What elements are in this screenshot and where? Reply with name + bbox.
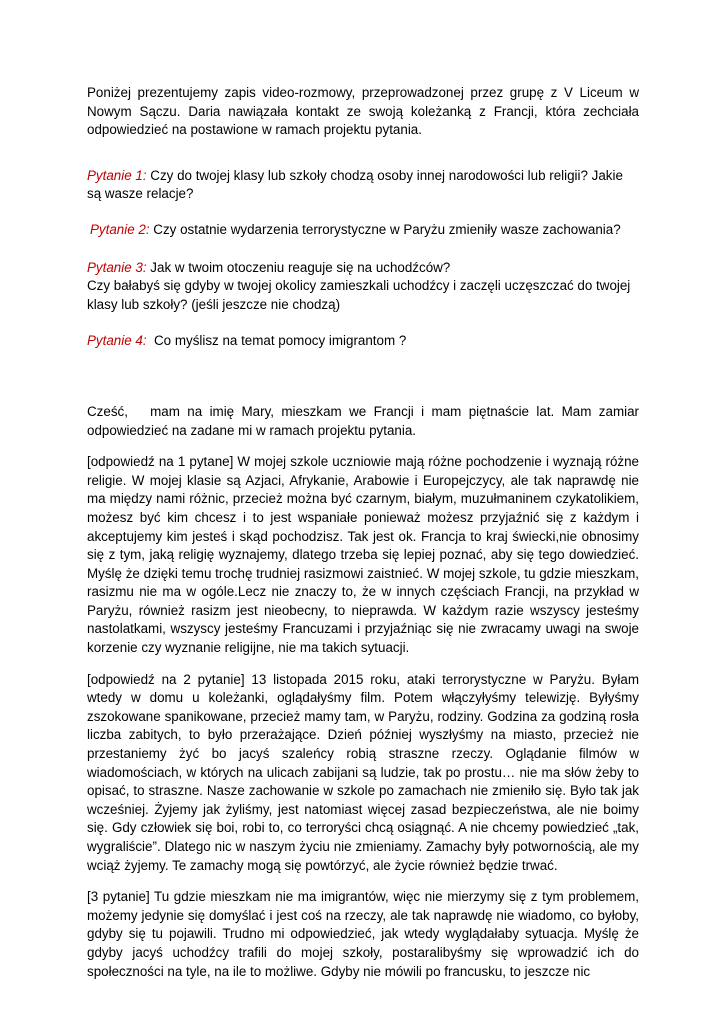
- question-text: Czy do twojej klasy lub szkoły chodzą osoby innej narodowości lub religii? Jakie są wasze relacje?: [87, 167, 623, 202]
- question-text: Jak w twoim otoczeniu reaguje się na uchodźców?: [150, 259, 451, 275]
- question-label: Pytanie 3:: [87, 259, 147, 275]
- question-text: Co myślisz na temat pomocy imigrantom ?: [154, 333, 407, 349]
- question-4: [87, 332, 639, 351]
- question-text-continued: Czy bałabyś się gdyby w twojej okolicy zamieszkali uchodźcy i zaczęli uczęszczać do twojej klasy lub szkoły? (jeśli jeszcze nie chodzą): [87, 278, 631, 312]
- greeting-paragraph: Cześć, mam na imię Mary, mieszkam we Francji i mam piętnaście lat. Mam zamiar odpowiedzieć na zadane mi w ramach projektu pytania.: [87, 403, 643, 438]
- question-label: Pytanie 2:: [90, 221, 150, 237]
- questions-list: [87, 167, 639, 351]
- question-3: [87, 259, 639, 315]
- question-2: [87, 221, 639, 240]
- question-label: Pytanie 4:: [87, 333, 147, 349]
- answer-3: [3 pytanie] Tu gdzie mieszkam nie ma imigrantów, więc nie mierzymy się z tym problemem, możemy jedynie się domyślać i jest coś na rzeczy, ale tak naprawdę nie wiadomo, co byłoby, gdyby się tu pojawili. Trudno mi odpowiedzieć, jak wtedy wyglądałaby sytuacja. Myślę że gdyby jacyś uchodźcy trafili do mojej szkoły, postaralibyśmy się wprowadzić ich do społeczności na tyle, na ile to możliwe. Gdyby nie mówili po francusku, to jeszcze nic: [87, 889, 639, 979]
- question-text: Czy ostatnie wydarzenia terrorystyczne w Paryżu zmieniły wasze zachowania?: [153, 221, 621, 237]
- intro-paragraph: Poniżej prezentujemy zapis video-rozmowy, przeprowadzonej przez grupę z V Liceum w Nowym Sączu. Daria nawiązała kontakt ze swoją koleżanką z Francji, która zechciała odpowiedzieć na postawione w ramach projektu pytania.: [87, 85, 639, 138]
- answers-section: [87, 453, 639, 981]
- question-1: [87, 167, 639, 204]
- answer-2: [odpowiedź na 2 pytanie] 13 listopada 2015 roku, ataki terrorystyczne w Paryżu. Byłam wtedy w domu u koleżanki, oglądałyśmy film. Potem włączyłyśmy telewizję. Byłyśmy zszokowane spanikowane, przecież mamy tam, w Paryżu, rodziny. Godzina za godziną rosła liczba zabitych, to było przerażające. Dzień później wyszłyśmy na miasto, przecież nie przestaniemy żyć bo jacyś szaleńcy robią straszne rzeczy. Oglądanie filmów w wiadomościach, w których na ulicach zabijani są ludzie, tak po prostu… nie ma słów żeby to opisać, to straszne. Nasze zachowanie w szkole po zamachach nie zmieniło się. Było tak jak wcześniej. Żyjemy jak żyliśmy, jest natomiast więcej zasad bezpieczeństwa, ale nie boimy się. Gdy człowiek się boi, robi to, co terroryści chcą osiągnąć. A nie chcemy powiedzieć „tak, wygraliście”. Dlatego nic w naszym życiu nie zmieniamy. Zamachy były potwornością, ale my wciąż żyjemy. Te zamachy mogą się powtórzyć, ale życie również będzie trwać.: [87, 671, 639, 873]
- document-page: [87, 84, 643, 981]
- answer-1: [odpowiedź na 1 pytane] W mojej szkole uczniowie mają różne pochodzenie i wyznają różne religie. W mojej klasie są Azjaci, Afrykanie, Arabowie i Europejczycy, ale tak naprawdę nie ma między nami różnic, przecież można być czarnym, białym, muzułmaninem czykatolikiem, możesz być kim chcesz i to jest wspaniałe ponieważ możesz przyjaźnić się z każdym i akceptujemy kim jesteś i skąd pochodzisz. Tak jest ok. Francja to kraj świecki,nie obnosimy się z tym, jaką religię wyznajemy, dlatego trzeba się lepiej poznać, aby się tego dowiedzieć. Myślę że dzięki temu trochę trudniej rasizmowi zaistnieć. W mojej szkole, tu gdzie mieszkam, rasizmu nie ma w ogóle.Lecz nie znaczy to, że w innych częściach Francji, na przykład w Paryżu, również rasizm jest nieobecny, to nieprawda. W każdym razie wszyscy jesteśmy nastolatkami, wszyscy jesteśmy Francuzami i przyjaźniąc się nie zwracamy uwagi na swoje korzenie czy wyznanie religijne, nie ma takich sytuacji.: [87, 454, 639, 656]
- question-label: Pytanie 1:: [87, 167, 147, 183]
